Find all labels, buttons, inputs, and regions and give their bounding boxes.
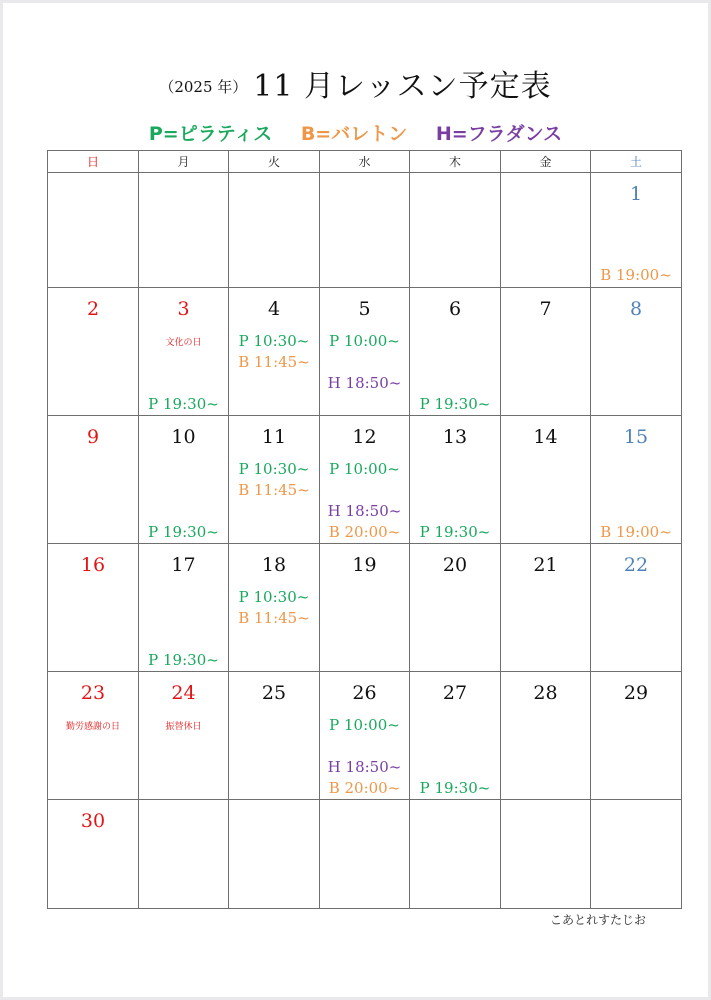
day-number: 17 [171, 554, 196, 576]
day-cell [410, 288, 501, 416]
day-cell [501, 416, 591, 544]
day-cell [229, 416, 320, 544]
legend-barreton: B=バレトン [300, 123, 408, 145]
day-cell [410, 672, 501, 800]
lesson-entry: P 10:00~ [329, 716, 400, 734]
day-number: 29 [623, 682, 649, 704]
lesson-entry: H 18:50~ [327, 758, 402, 776]
day-number: 25 [261, 682, 287, 704]
title-year: （2025 年） [159, 78, 248, 96]
day-cell [410, 173, 501, 288]
day-number: 30 [80, 810, 106, 832]
day-number: 16 [80, 554, 106, 576]
calendar-page [3, 3, 708, 997]
day-cell [320, 288, 410, 416]
day-cell [320, 173, 410, 288]
day-cell [48, 544, 139, 672]
day-number: 14 [533, 426, 558, 448]
day-cell [591, 288, 682, 416]
day-number: 19 [352, 554, 377, 576]
day-number: 7 [539, 298, 552, 320]
lesson-entry: B 19:00~ [600, 523, 672, 541]
lesson-entry: B 11:45~ [238, 481, 310, 499]
day-number: 13 [442, 426, 468, 448]
day-cell [591, 800, 682, 909]
weekday-sun: 日 [48, 151, 139, 173]
day-cell [139, 173, 229, 288]
day-cell [501, 800, 591, 909]
day-cell [229, 544, 320, 672]
lesson-entry: P 10:30~ [238, 588, 310, 606]
day-number: 4 [267, 298, 281, 320]
day-cell [410, 416, 501, 544]
page-title [3, 61, 708, 105]
weekday-header-row [48, 151, 682, 173]
day-number: 23 [80, 682, 106, 704]
day-cell [410, 800, 501, 909]
day-cell [139, 800, 229, 909]
lesson-entry: P 19:30~ [419, 779, 491, 797]
day-cell [48, 173, 139, 288]
day-number: 9 [86, 426, 100, 448]
day-number: 8 [629, 298, 643, 320]
day-cell [591, 173, 682, 288]
day-cell [320, 800, 410, 909]
weekday-sat: 土 [591, 151, 682, 173]
legend-pilates: P=ピラティス [148, 123, 273, 145]
day-number: 11 [261, 426, 287, 448]
lesson-entry: H 18:50~ [327, 502, 402, 520]
lesson-entry: P 10:30~ [238, 460, 310, 478]
weekday-thu: 木 [410, 151, 501, 173]
weekday-wed: 水 [320, 151, 410, 173]
lesson-legend [3, 119, 708, 146]
lesson-entry: P 19:30~ [419, 523, 491, 541]
day-cell [320, 672, 410, 800]
lesson-entry: B 20:00~ [328, 779, 401, 797]
day-cell [48, 672, 139, 800]
day-number: 3 [177, 298, 190, 320]
day-number: 15 [623, 426, 649, 448]
day-number: 10 [171, 426, 196, 448]
lesson-entry: H 18:50~ [327, 374, 402, 392]
day-cell [410, 544, 501, 672]
day-cell [501, 672, 591, 800]
day-cell [591, 672, 682, 800]
day-number: 21 [533, 554, 558, 576]
day-number: 20 [442, 554, 468, 576]
day-cell [320, 416, 410, 544]
lesson-entry: B 11:45~ [238, 353, 310, 371]
day-cell [501, 173, 591, 288]
holiday-label: 文化の日 [165, 338, 202, 348]
day-number: 5 [358, 298, 371, 320]
lesson-entry: B 11:45~ [238, 609, 310, 627]
day-number: 2 [86, 298, 100, 320]
day-cell [139, 672, 229, 800]
lesson-entry: P 19:30~ [148, 651, 219, 669]
studio-name: こあとれすたじお [550, 913, 647, 927]
day-number: 12 [352, 426, 377, 448]
week-row [48, 173, 682, 288]
calendar-grid [47, 150, 682, 909]
lesson-entry: P 19:30~ [148, 395, 219, 413]
day-cell [320, 544, 410, 672]
weekday-mon: 月 [139, 151, 229, 173]
day-cell [229, 173, 320, 288]
day-number: 22 [623, 554, 649, 576]
weekday-tue: 火 [229, 151, 320, 173]
legend-hula: H=フラダンス [435, 123, 563, 145]
day-cell [48, 288, 139, 416]
day-cell [501, 288, 591, 416]
day-cell [48, 800, 139, 909]
lesson-entry: B 19:00~ [600, 266, 672, 284]
day-cell [501, 544, 591, 672]
day-number: 24 [171, 682, 196, 704]
day-number: 27 [442, 682, 468, 704]
lesson-entry: B 20:00~ [328, 523, 401, 541]
day-cell [229, 672, 320, 800]
day-number: 28 [533, 682, 558, 704]
lesson-entry: P 19:30~ [419, 395, 491, 413]
title-main: 11 月レッスン予定表 [253, 69, 552, 104]
week-row [48, 544, 682, 672]
day-cell [139, 416, 229, 544]
holiday-label: 振替休日 [165, 722, 202, 732]
day-number: 26 [352, 682, 377, 704]
lesson-entry: P 10:30~ [238, 332, 310, 350]
day-cell [48, 416, 139, 544]
day-cell [229, 288, 320, 416]
day-cell [139, 544, 229, 672]
week-row [48, 288, 682, 416]
weekday-fri: 金 [501, 151, 591, 173]
lesson-entry: P 10:00~ [329, 460, 400, 478]
day-number: 6 [448, 298, 462, 320]
day-cell [591, 416, 682, 544]
lesson-entry: P 10:00~ [329, 332, 400, 350]
day-cell [229, 800, 320, 909]
week-row [48, 800, 682, 909]
day-number: 18 [261, 554, 287, 576]
lesson-entry: P 19:30~ [148, 523, 219, 541]
day-cell [139, 288, 229, 416]
holiday-label: 勤労感謝の日 [65, 722, 120, 732]
week-row [48, 416, 682, 544]
day-number: 1 [629, 183, 643, 205]
day-cell [591, 544, 682, 672]
week-row [48, 672, 682, 800]
